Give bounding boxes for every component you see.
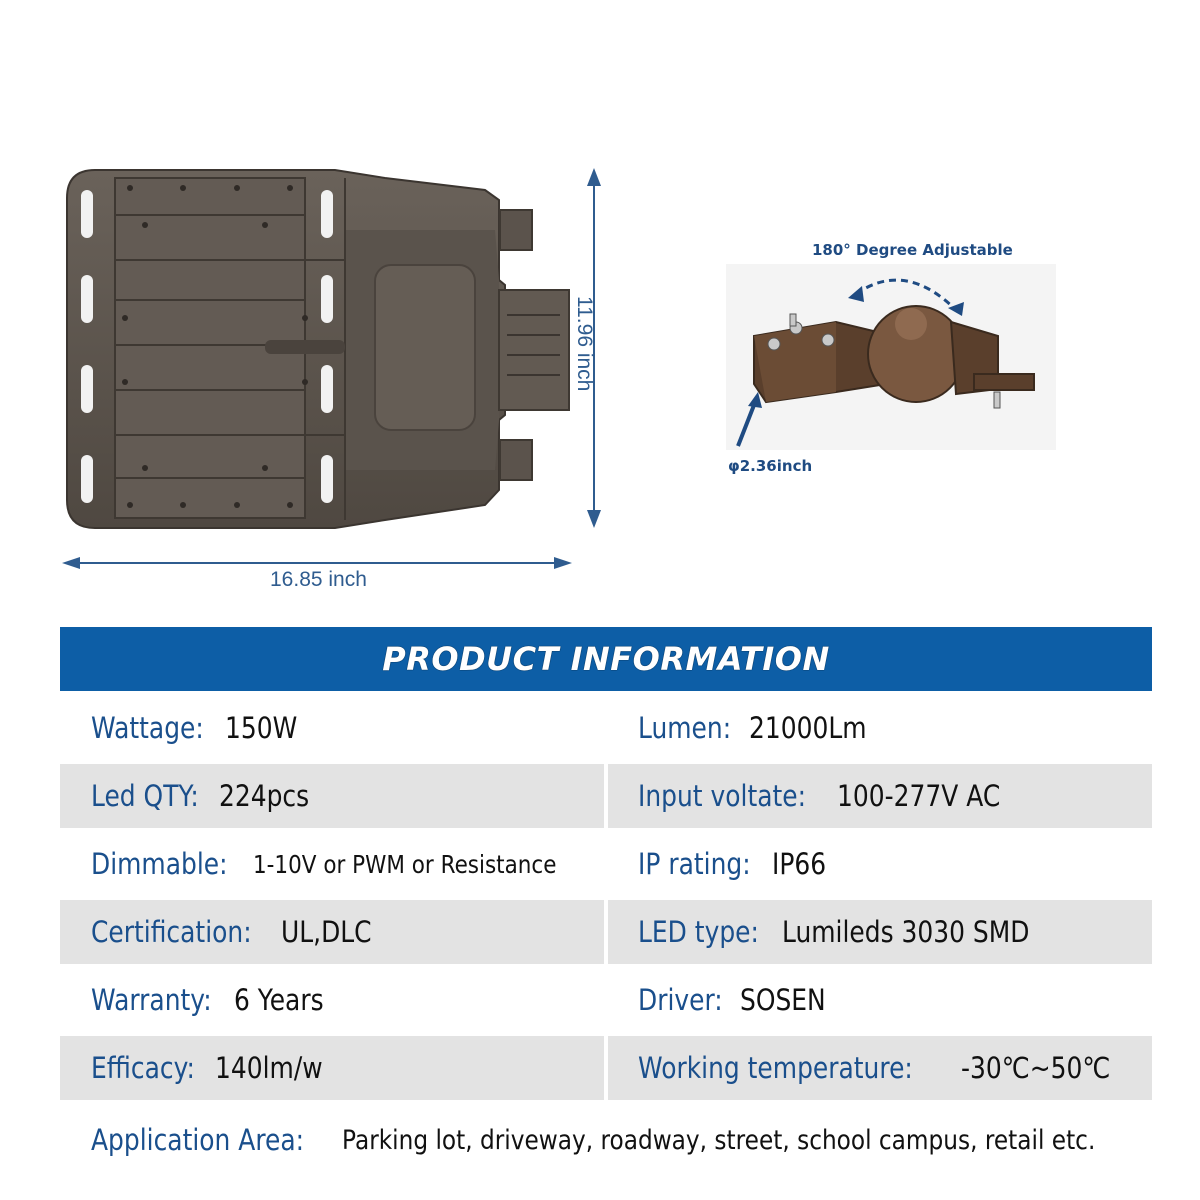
- spec-cell: [608, 696, 1152, 760]
- table-row: [60, 764, 1152, 828]
- spec-cell: [608, 900, 1152, 964]
- street-light-drawing: [55, 160, 585, 540]
- diameter-arrow-icon: [732, 392, 762, 448]
- spec-value: 21000Lm: [749, 711, 867, 745]
- spec-label: Efficacy:: [91, 1051, 195, 1085]
- spec-label: Dimmable:: [91, 847, 228, 881]
- spec-cell: [608, 764, 1152, 828]
- spec-label: Lumen:: [638, 711, 732, 745]
- spec-cell: [60, 832, 604, 896]
- width-dimension-label: 16.85 inch: [270, 568, 367, 591]
- spec-label: Input voltate:: [638, 779, 807, 813]
- table-title: PRODUCT INFORMATION: [382, 640, 830, 678]
- spec-label: Warranty:: [91, 983, 212, 1017]
- spec-cell: [608, 832, 1152, 896]
- bracket-drawing: [726, 264, 1056, 450]
- table-header: [60, 627, 1152, 691]
- table-row: [60, 1036, 1152, 1100]
- spec-label: Working temperature:: [638, 1051, 913, 1085]
- table-row: [60, 696, 1152, 760]
- diameter-label: φ2.36inch: [728, 457, 813, 475]
- height-dimension-label: 11.96 inch: [573, 296, 596, 392]
- spec-label: LED type:: [638, 915, 759, 949]
- spec-cell: [608, 1036, 1152, 1100]
- spec-cell: [60, 696, 604, 760]
- spec-value: UL,DLC: [280, 915, 372, 949]
- table-row: [60, 900, 1152, 964]
- spec-label: Wattage:: [91, 711, 204, 745]
- spec-value: -30℃~50℃: [960, 1051, 1111, 1085]
- spec-value: Lumileds 3030 SMD: [781, 915, 1030, 949]
- spec-value: 150W: [225, 711, 298, 745]
- table-row: [60, 832, 1152, 896]
- spec-cell: [60, 968, 604, 1032]
- application-label: Application Area:: [91, 1123, 305, 1157]
- spec-cell: [608, 968, 1152, 1032]
- spec-value: 100-277V AC: [836, 779, 1000, 813]
- spec-label: IP rating:: [638, 847, 751, 881]
- application-value: Parking lot, driveway, roadway, street, school campus, retail etc.: [341, 1124, 1096, 1156]
- spec-label: Certification:: [91, 915, 252, 949]
- adjustable-caption: 180° Degree Adjustable: [812, 241, 1013, 259]
- table-row: [60, 968, 1152, 1032]
- spec-value: SOSEN: [739, 983, 826, 1017]
- spec-value: 224pcs: [219, 779, 310, 813]
- spec-cell: [60, 764, 604, 828]
- spec-cell: [60, 1036, 604, 1100]
- spec-value: 6 Years: [234, 983, 324, 1017]
- application-cell: [60, 1108, 1152, 1172]
- spec-label: Led QTY:: [91, 779, 199, 813]
- spec-value: 140lm/w: [214, 1051, 323, 1085]
- spec-cell: [60, 900, 604, 964]
- spec-label: Driver:: [638, 983, 723, 1017]
- spec-value: 1-10V or PWM or Resistance: [252, 849, 557, 879]
- product-info-table: [60, 627, 1152, 1177]
- table-row: [60, 1108, 1152, 1172]
- spec-value: IP66: [772, 847, 827, 881]
